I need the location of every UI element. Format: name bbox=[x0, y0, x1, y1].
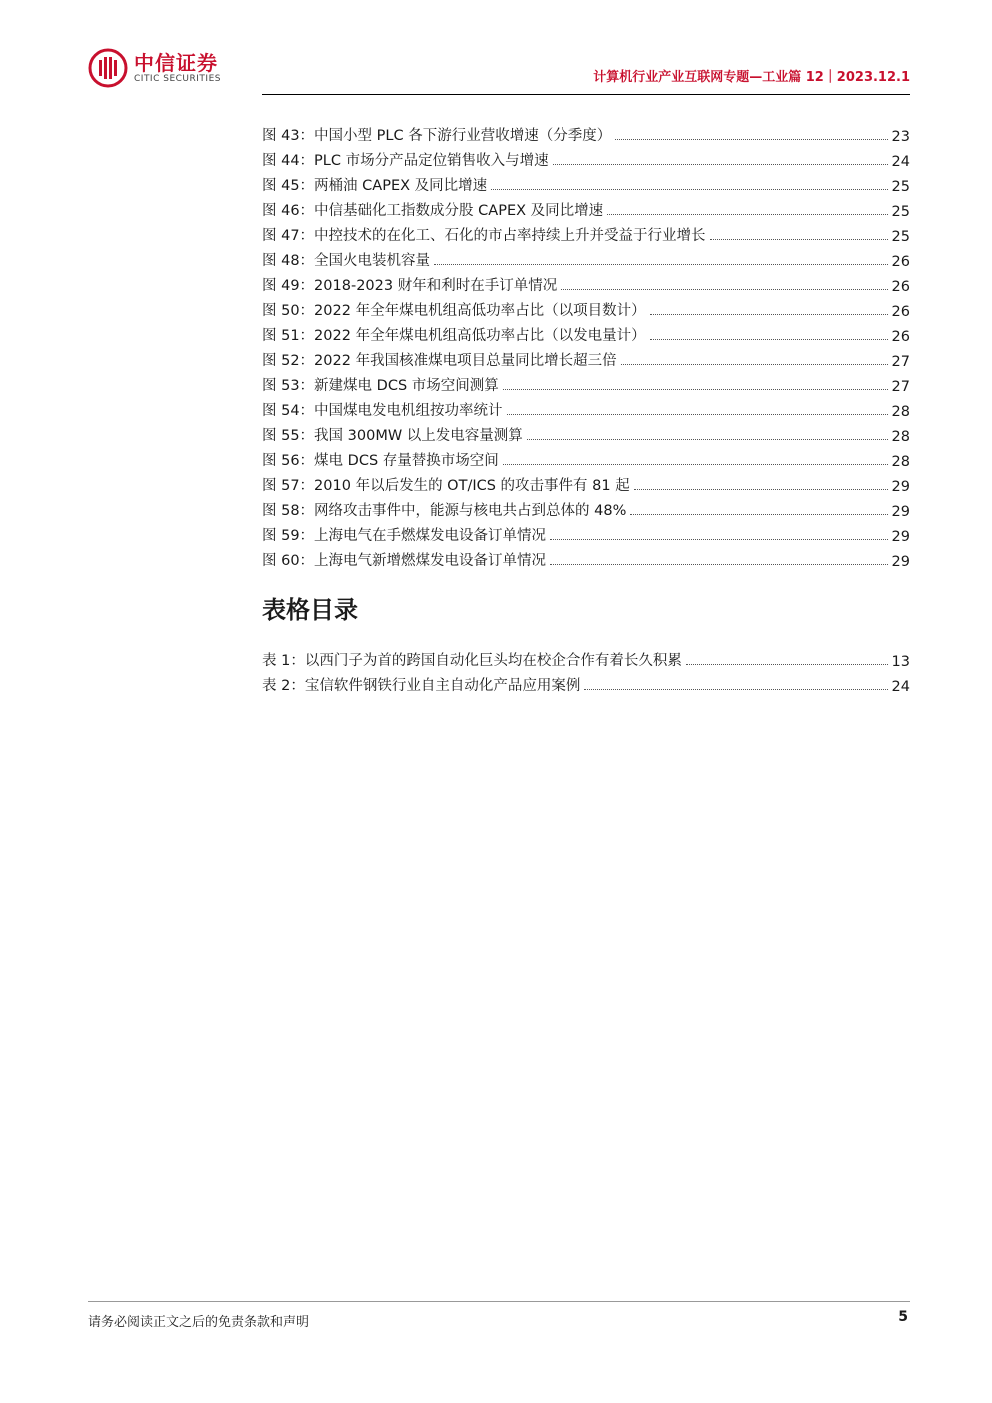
toc-entry-title: 图 59：上海电气在手燃煤发电设备订单情况 bbox=[262, 528, 547, 544]
toc-entry-page: 28 bbox=[891, 454, 910, 470]
toc-entry-title: 图 51：2022 年全年煤电机组高低功率占比（以发电量计） bbox=[262, 328, 646, 344]
toc-dot-leader bbox=[607, 214, 887, 215]
footer-disclaimer: 请务必阅读正文之后的免责条款和声明 bbox=[88, 1315, 310, 1330]
toc-entry[interactable] bbox=[262, 670, 910, 695]
toc-entry-title: 图 60：上海电气新增燃煤发电设备订单情况 bbox=[262, 553, 547, 569]
toc-entry-title: 图 52：2022 年我国核准煤电项目总量同比增长超三倍 bbox=[262, 353, 617, 369]
toc-entry-title: 图 43：中国小型 PLC 各下游行业营收增速（分季度） bbox=[262, 128, 612, 144]
toc-dot-leader bbox=[584, 689, 887, 690]
toc-entry-title: 图 56：煤电 DCS 存量替换市场空间 bbox=[262, 453, 499, 469]
toc-entry[interactable] bbox=[262, 120, 910, 145]
page-number: 5 bbox=[898, 1309, 908, 1325]
toc-entry-page: 26 bbox=[891, 279, 910, 295]
toc-entry-title: 图 44：PLC 市场分产品定位销售收入与增速 bbox=[262, 153, 549, 169]
toc-dot-leader bbox=[503, 389, 888, 390]
toc-entry-title: 表 2：宝信软件钢铁行业自主自动化产品应用案例 bbox=[262, 678, 581, 694]
toc-entry[interactable] bbox=[262, 145, 910, 170]
toc-dot-leader bbox=[553, 164, 888, 165]
toc-entry-page: 25 bbox=[891, 204, 910, 220]
toc-entry[interactable] bbox=[262, 195, 910, 220]
toc-entry-page: 29 bbox=[891, 479, 910, 495]
toc-dot-leader bbox=[650, 339, 888, 340]
toc-entry-page: 27 bbox=[891, 354, 910, 370]
citic-logo bbox=[88, 48, 221, 88]
tables-section-title: 表格目录 bbox=[262, 596, 358, 624]
toc-entry-title: 表 1：以西门子为首的跨国自动化巨头均在校企合作有着长久积累 bbox=[262, 653, 682, 669]
header-divider bbox=[262, 94, 910, 95]
toc-entry-page: 26 bbox=[891, 329, 910, 345]
toc-entry-page: 29 bbox=[891, 554, 910, 570]
toc-entry[interactable] bbox=[262, 470, 910, 495]
toc-entry[interactable] bbox=[262, 245, 910, 270]
toc-entry-page: 24 bbox=[891, 679, 910, 695]
toc-entry[interactable] bbox=[262, 170, 910, 195]
toc-entry[interactable] bbox=[262, 320, 910, 345]
toc-entry-title: 图 57：2010 年以后发生的 OT/ICS 的攻击事件有 81 起 bbox=[262, 478, 630, 494]
toc-dot-leader bbox=[550, 539, 887, 540]
toc-entry[interactable] bbox=[262, 220, 910, 245]
toc-entry-title: 图 49：2018-2023 财年和利时在手订单情况 bbox=[262, 278, 558, 294]
toc-dot-leader bbox=[561, 289, 887, 290]
toc-dot-leader bbox=[710, 239, 888, 240]
toc-dot-leader bbox=[621, 364, 888, 365]
toc-dot-leader bbox=[634, 489, 888, 490]
toc-entry[interactable] bbox=[262, 445, 910, 470]
toc-entry-page: 28 bbox=[891, 429, 910, 445]
toc-entry-page: 13 bbox=[891, 654, 910, 670]
toc-dot-leader bbox=[503, 464, 888, 465]
toc-entry-title: 图 45：两桶油 CAPEX 及同比增速 bbox=[262, 178, 488, 194]
table-toc-list bbox=[262, 645, 910, 695]
report-title: 计算机行业产业互联网专题—工业篇 12｜2023.12.1 bbox=[593, 70, 910, 85]
toc-entry-page: 25 bbox=[891, 229, 910, 245]
toc-entry[interactable] bbox=[262, 370, 910, 395]
footer-divider bbox=[88, 1301, 910, 1302]
toc-entry-title: 图 55：我国 300MW 以上发电容量测算 bbox=[262, 428, 523, 444]
toc-entry[interactable] bbox=[262, 420, 910, 445]
toc-entry[interactable] bbox=[262, 345, 910, 370]
toc-entry-title: 图 58：网络攻击事件中，能源与核电共占到总体的 48% bbox=[262, 503, 627, 519]
toc-entry-title: 图 53：新建煤电 DCS 市场空间测算 bbox=[262, 378, 499, 394]
toc-entry-page: 29 bbox=[891, 529, 910, 545]
logo-cn-text: 中信证券 bbox=[134, 50, 218, 75]
citic-logo-icon bbox=[88, 48, 128, 88]
toc-dot-leader bbox=[615, 139, 887, 140]
toc-dot-leader bbox=[630, 514, 887, 515]
toc-entry-title: 图 48：全国火电装机容量 bbox=[262, 253, 431, 269]
toc-entry-page: 25 bbox=[891, 179, 910, 195]
toc-entry-page: 27 bbox=[891, 379, 910, 395]
toc-entry[interactable] bbox=[262, 270, 910, 295]
toc-entry-page: 23 bbox=[891, 129, 910, 145]
toc-dot-leader bbox=[507, 414, 888, 415]
toc-entry-title: 图 46：中信基础化工指数成分股 CAPEX 及同比增速 bbox=[262, 203, 604, 219]
toc-entry[interactable] bbox=[262, 395, 910, 420]
toc-entry[interactable] bbox=[262, 545, 910, 570]
page-header bbox=[88, 44, 910, 96]
toc-entry-title: 图 47：中控技术的在化工、石化的市占率持续上升并受益于行业增长 bbox=[262, 228, 706, 244]
toc-dot-leader bbox=[434, 264, 887, 265]
toc-dot-leader bbox=[650, 314, 888, 315]
toc-entry-page: 26 bbox=[891, 304, 910, 320]
toc-entry-page: 29 bbox=[891, 504, 910, 520]
toc-dot-leader bbox=[527, 439, 888, 440]
toc-entry-page: 24 bbox=[891, 154, 910, 170]
toc-dot-leader bbox=[550, 564, 887, 565]
toc-dot-leader bbox=[491, 189, 887, 190]
toc-entry[interactable] bbox=[262, 295, 910, 320]
logo-en-text: CITIC SECURITIES bbox=[134, 73, 221, 84]
toc-entry-page: 26 bbox=[891, 254, 910, 270]
toc-entry[interactable] bbox=[262, 520, 910, 545]
toc-entry-title: 图 50：2022 年全年煤电机组高低功率占比（以项目数计） bbox=[262, 303, 646, 319]
toc-entry[interactable] bbox=[262, 645, 910, 670]
toc-entry-page: 28 bbox=[891, 404, 910, 420]
toc-entry[interactable] bbox=[262, 495, 910, 520]
toc-entry-title: 图 54：中国煤电发电机组按功率统计 bbox=[262, 403, 503, 419]
figure-toc-list bbox=[262, 120, 910, 570]
toc-dot-leader bbox=[686, 664, 888, 665]
